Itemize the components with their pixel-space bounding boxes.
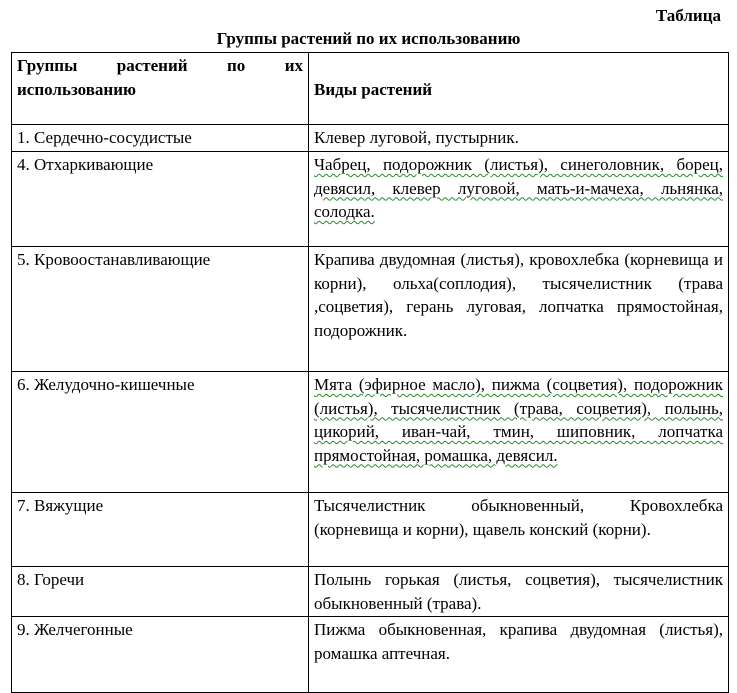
plants-cell xyxy=(309,152,729,247)
table-row xyxy=(12,247,729,372)
plants-cell: Пижма обыкновенная, крапива двудомная (листья), ромашка аптечная. xyxy=(309,617,729,693)
group-cell: 9. Желчегонные xyxy=(12,617,309,693)
plants-text: Мята (эфирное масло), пижма (соцветия), подорожник (листья), тысячелистник (трава, соцветия), полынь, цикорий, иван-чай, тмин, шиповник, лопчатка прямостойная, ромашка, девясил. xyxy=(314,375,723,465)
header-row xyxy=(12,53,729,125)
plants-cell: Тысячелистник обыкновенный, Кровохлебка (корневища и корни), щавель конский (корни). xyxy=(309,493,729,567)
group-cell: 8. Горечи xyxy=(12,567,309,617)
table-caption: Группы растений по их использованию xyxy=(216,29,521,48)
group-cell: 1. Сердечно-сосудистые xyxy=(12,125,309,152)
group-cell: 5. Кровоостанавливающие xyxy=(12,247,309,372)
plants-cell: Полынь горькая (листья, соцветия), тысячелистник обыкновенный (трава). xyxy=(309,567,729,617)
plants-cell: Клевер луговой, пустырник. xyxy=(309,125,729,152)
plants-text: Чабрец, подорожник (листья), синеголовник, борец, девясил, клевер луговой, мать-и-мачеха, льнянка, солодка. xyxy=(314,155,723,221)
group-cell: 6. Желудочно-кишечные xyxy=(12,372,309,493)
table-row xyxy=(12,372,729,493)
plants-cell: Крапива двудомная (листья), кровохлебка (корневища и корни), ольха(соплодия), тысячелистник (трава ,соцветия), герань луговая, лопчатка прямостойная, подорожник. xyxy=(309,247,729,372)
group-cell: 4. Отхаркивающие xyxy=(12,152,309,247)
table-row xyxy=(12,567,729,617)
table-label: Таблица xyxy=(655,6,721,25)
plant-groups-table xyxy=(11,52,729,693)
header-col-groups: Группы растений по их использованию xyxy=(12,53,309,125)
plants-cell xyxy=(309,372,729,493)
table-row xyxy=(12,125,729,152)
group-cell: 7. Вяжущие xyxy=(12,493,309,567)
header-col-species: Виды растений xyxy=(309,53,729,125)
table-row xyxy=(12,152,729,247)
table-row xyxy=(12,617,729,693)
table-row xyxy=(12,493,729,567)
